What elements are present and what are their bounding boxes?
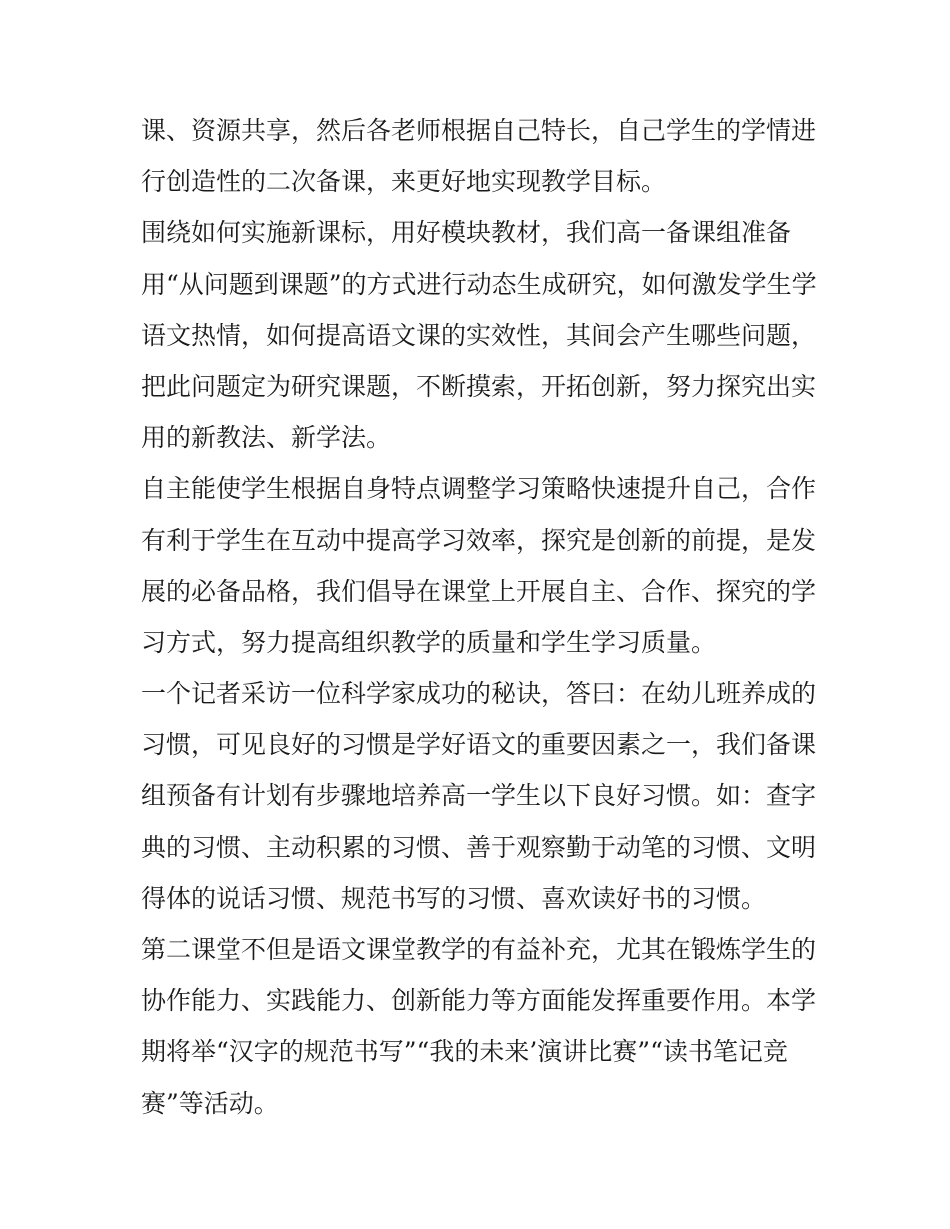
text-line: 围绕如何实施新课标，用好模块教材，我们高一备课组准备 bbox=[141, 218, 792, 248]
text-line: 展的必备品格，我们倡导在课堂上开展自主、合作、探究的学 bbox=[141, 576, 817, 606]
text-line: 得体的说话习惯、规范书写的习惯、喜欢读好书的习惯。 bbox=[141, 883, 767, 913]
text-line: 课、资源共享，然后各老师根据自己特长，自己学生的学情进 bbox=[141, 116, 817, 145]
text-line: 协作能力、实践能力、创新能力等方面能发挥重要作用。本学 bbox=[141, 986, 817, 1016]
text-line: 期将举“汉字的规范书写”“我的未来’演讲比赛”“读书笔记竞 bbox=[141, 1037, 788, 1067]
text-line: 用的新教法、新学法。 bbox=[141, 423, 392, 453]
text-line: 第二课堂不但是语文课堂教学的有益补充，尤其在锻炼学生的 bbox=[141, 935, 817, 964]
text-line: 一个记者采访一位科学家成功的秘诀，答曰：在幼儿班养成的 bbox=[141, 679, 817, 709]
paragraph bbox=[141, 105, 821, 207]
text-line: 自主能使学生根据自身特点调整学习策略快速提升自己，合作 bbox=[141, 474, 817, 504]
text-line: 典的习惯、主动积累的习惯、善于观察勤于动笔的习惯、文明 bbox=[141, 832, 817, 862]
paragraph bbox=[141, 924, 821, 1129]
paragraph bbox=[141, 463, 821, 668]
text-line: 习方式，努力提高组织教学的质量和学生学习质量。 bbox=[141, 627, 717, 657]
text-line: 行创造性的二次备课，来更好地实现教学目标。 bbox=[141, 167, 667, 197]
text-line: 用“从问题到课题”的方式进行动态生成研究，如何激发学生学 bbox=[141, 269, 817, 299]
text-line: 习惯，可见良好的习惯是学好语文的重要因素之一，我们备课 bbox=[141, 730, 817, 760]
text-line: 组预备有计划有步骤地培养高一学生以下良好习惯。如：查字 bbox=[141, 781, 817, 811]
text-line: 有利于学生在互动中提高学习效率，探究是创新的前提，是发 bbox=[141, 525, 817, 555]
text-line: 语文热情，如何提高语文课的实效性，其间会产生哪些问题， bbox=[141, 320, 817, 350]
text-line: 赛”等活动。 bbox=[141, 1088, 279, 1118]
body-text bbox=[141, 105, 821, 1129]
text-line: 把此问题定为研究课题，不断摸索，开拓创新，努力探究出实 bbox=[141, 371, 817, 401]
paragraph bbox=[141, 668, 821, 924]
paragraph bbox=[141, 207, 821, 463]
